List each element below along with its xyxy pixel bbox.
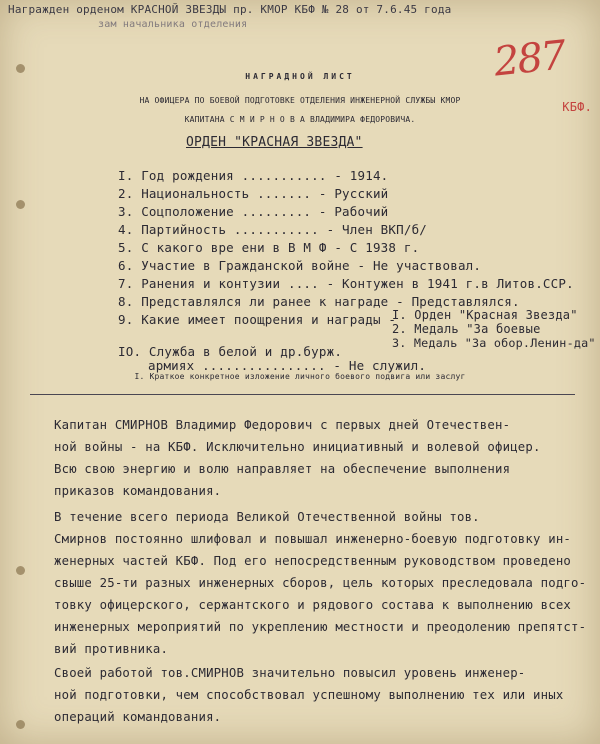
body-line: вий противника. [54,642,169,656]
award-item: 3. Медаль "За обор.Ленин-да" [392,336,596,350]
body-line: Своей работой тов.СМИРНОВ значительно повысил уровень инженер- [54,666,526,680]
body-line: товку офицерского, сержантского и рядового состава к выполнению всех [54,598,572,612]
list-item: 9. Какие имеет поощрения и награды - [118,312,397,327]
list-item: 2. Национальность ....... - Русский [118,186,389,201]
body-line: Капитан СМИРНОВ Владимир Федорович с первых дней Отечествен- [54,418,511,432]
section-divider [30,394,575,395]
document-title: НАГРАДНОЙ ЛИСТ [245,72,355,81]
award-item: 2. Медаль "За боевые [392,322,541,336]
archive-number-stamp: 287 [491,32,567,86]
award-annotation: Награжден орденом КРАСНОЙ ЗВЕЗДЫ пр. КМОР КБФ № 28 от 7.6.45 года [8,3,452,16]
body-line: приказов командования. [54,484,222,498]
list-item: I. Год рождения ........... - 1914. [118,168,389,183]
list-item: 4. Партийность ........... - Член ВКП/б/ [118,222,428,237]
list-item: 6. Участие в Гражданской войне - Не участвовал. [118,258,482,273]
body-line: ной подготовки, чем способствовал успешному выполнению тех или иных [54,688,564,702]
award-order: ОРДЕН "КРАСНАЯ ЗВЕЗДА" [186,135,363,150]
body-line: ной войны - на КБФ. Исключительно инициативный и волевой офицер. [54,440,541,454]
body-line: женерных частей КБФ. Под его непосредственным руководством проведено [54,554,572,568]
list-item: 7. Ранения и контузии .... - Контужен в 1941 г.в Литов.ССР. [118,276,574,291]
document-subtitle: НА ОФИЦЕРА ПО БОЕВОЙ ПОДГОТОВКЕ ОТДЕЛЕНИЯ ИНЖЕНЕРНОЙ СЛУЖБЫ КМОР [139,96,461,105]
punch-hole [16,200,25,209]
body-line: Всю свою энергию и волю направляет на обеспечение выполнения [54,462,511,476]
list-item: 8. Представлялся ли ранее к награде - Представлялся. [118,294,520,309]
archive-tag: КБФ. [562,100,592,114]
body-line: Смирнов постоянно шлифовал и повышал инженерно-боевую подготовку ин- [54,532,572,546]
list-item: 5. С какого вре ени в В М Ф - С 1938 г. [118,240,420,255]
body-line: операций командования. [54,710,222,724]
recipient-name: КАПИТАНА С М И Р Н О В А ВЛАДИМИРА ФЕДОРОВИЧА. [184,115,416,124]
body-line: В течение всего периода Великой Отечественной войны тов. [54,510,480,524]
punch-hole [16,566,25,575]
body-line: инженерных мероприятий по укреплению местности и преодолению препятст- [54,620,587,634]
award-annotation-sub: зам начальника отделения [98,19,248,30]
list-item-continuation: армиях ................ - Не служил. [148,358,427,373]
section-heading: I. Краткое конкретное изложение личного боевого подвига или заслуг [134,372,466,381]
list-item: IO. Служба в белой и др.бурж. [118,344,343,359]
body-line: свыше 25-ти разных инженерных сборов, цель которых преследовала подго- [54,576,587,590]
punch-hole [16,720,25,729]
list-item: 3. Соцположение ......... - Рабочий [118,204,389,219]
award-item: I. Орден "Красная Звезда" [392,308,578,322]
